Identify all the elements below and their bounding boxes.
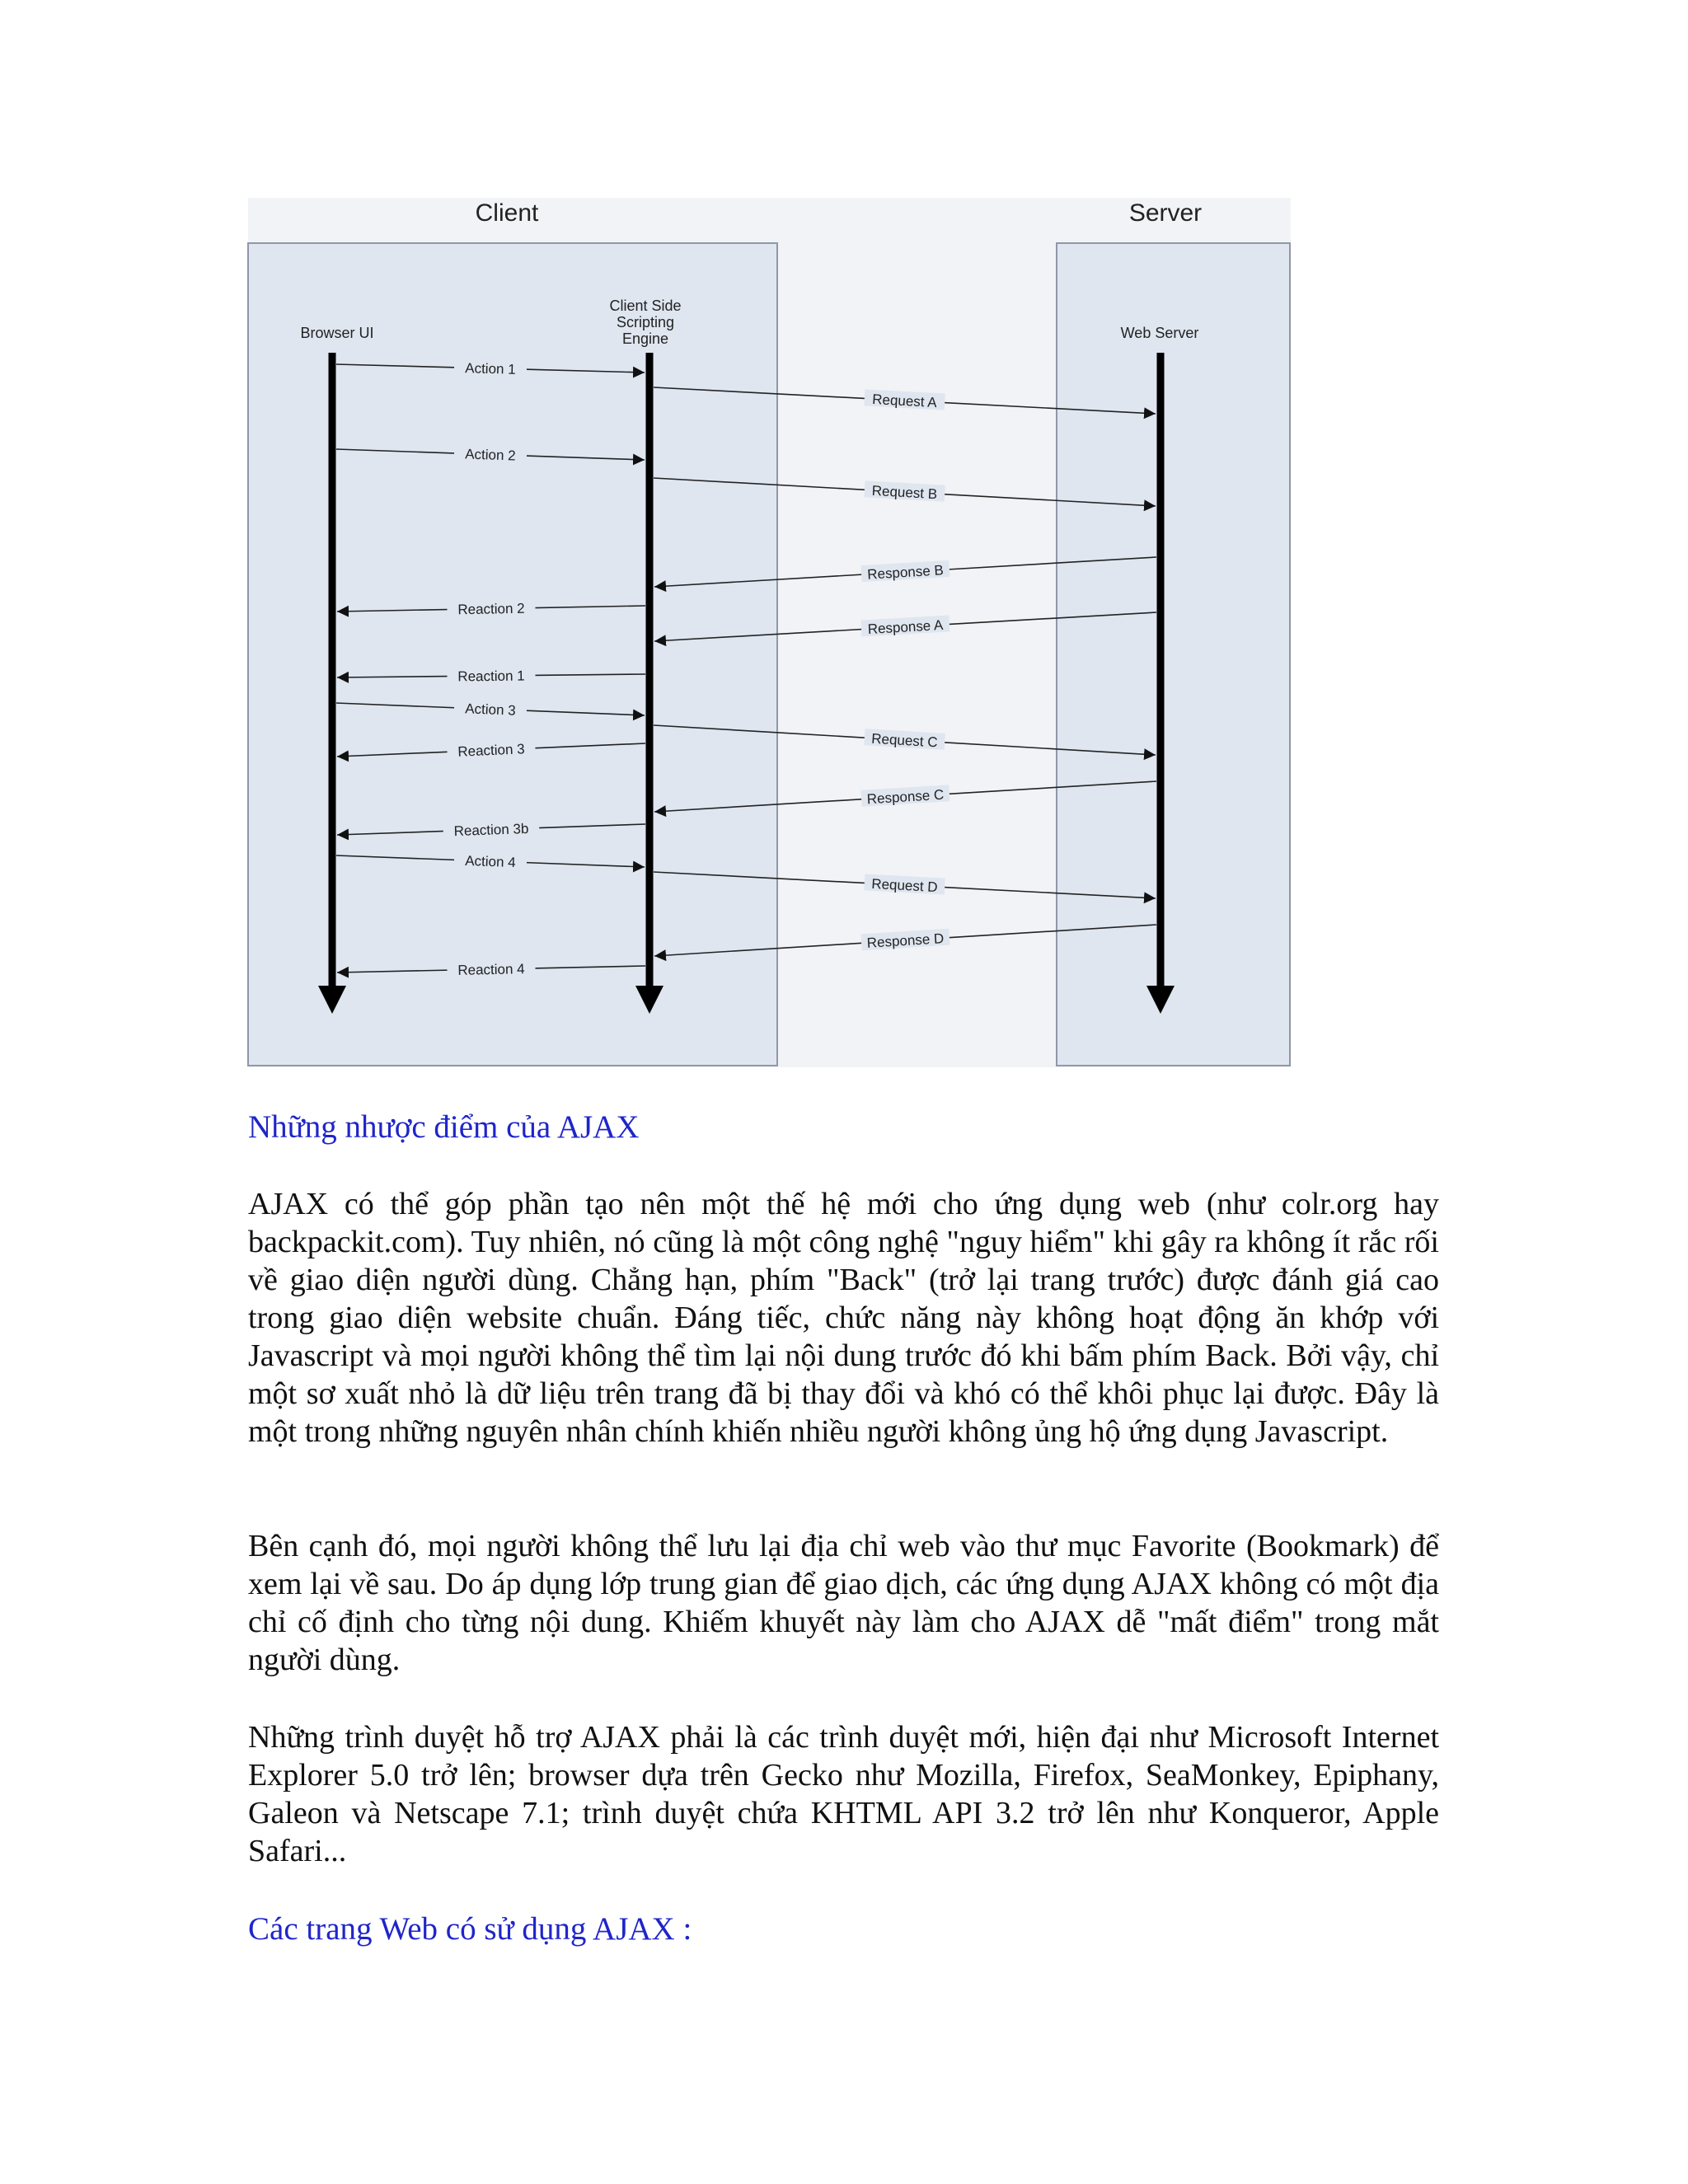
section-heading-disadvantages: Những nhược điểm của AJAX — [248, 1109, 640, 1145]
client-title: Client — [475, 199, 539, 227]
server-region — [1057, 243, 1290, 1066]
message-label-request-a: Request A — [871, 391, 938, 411]
engine-label-line3: Engine — [621, 330, 669, 347]
message-label-action-1: Action 1 — [465, 360, 516, 377]
section-heading-ajax-sites: Các trang Web có sử dụng AJAX : — [248, 1911, 692, 1947]
message-label-request-b: Request B — [871, 482, 938, 503]
web-server-label: Web Server — [1120, 325, 1199, 341]
message-label-response-d: Response D — [866, 930, 945, 951]
message-label-reaction-3: Reaction 3 — [457, 741, 526, 760]
message-label-request-c: Request C — [870, 730, 939, 751]
engine-label-line1: Client Side — [609, 298, 682, 314]
message-label-reaction-2: Reaction 2 — [457, 600, 525, 618]
message-label-reaction-3b: Reaction 3b — [453, 820, 529, 840]
paragraph-3: Những trình duyệt hỗ trợ AJAX phải là các trình duyệt mới, hiện đại như Microsoft Internet Explorer 5.0 trở lên; browser dựa trên Gecko như Mozilla, Firefox, SeaMonkey, Epiphany, Galeon và Netscape 7.1; trình duyệt chứa KHTML API 3.2 trở lên như Konqueror, Apple Safari... — [248, 1720, 1439, 1868]
engine-label-line2: Scripting — [616, 314, 675, 330]
message-label-response-a: Response A — [867, 616, 944, 638]
message-label-action-4: Action 4 — [464, 852, 517, 871]
server-title: Server — [1128, 199, 1203, 227]
paragraph-2: Bên cạnh đó, mọi người không thể lưu lại địa chỉ web vào thư mục Favorite (Bookmark) để xem lại về sau. Do áp dụng lớp trung gian để giao dịch, các ứng dụng AJAX không có một địa chỉ cố định cho từng nội dung. Khiếm khuyết này làm cho AJAX dễ "mất điểm" trong mắt người dùng. — [248, 1529, 1439, 1677]
message-label-request-d: Request D — [870, 875, 939, 896]
browser-ui-label: Browser UI — [300, 325, 374, 341]
message-label-action-2: Action 2 — [464, 446, 517, 464]
paragraph-1: AJAX có thể góp phần tạo nên một thế hệ mới cho ứng dụng web (như colr.org hay backpackit.com). Tuy nhiên, nó cũng là một công nghệ "nguy hiểm" khi gây ra không ít rắc rối về giao diện người dùng. Chẳng hạn, phím "Back" (trở lại trang trước) được đánh giá cao trong giao diện website chuẩn. Đáng tiếc, chức năng này không hoạt động ăn khớp với Javascript và mọi người không thể tìm lại nội dung trước đó khi bấm phím Back. Bởi vậy, chỉ một sơ xuất nhỏ là dữ liệu trên trang đã bị thay đổi và khó có thể khôi phục lại được. Đây là một trong những nguyên nhân chính khiến nhiều người không ủng hộ ứng dụng Javascript. — [248, 1187, 1439, 1449]
message-label-response-c: Response C — [866, 786, 945, 808]
message-label-reaction-4: Reaction 4 — [457, 961, 525, 978]
message-label-action-3: Action 3 — [464, 701, 517, 719]
sequence-diagram — [0, 0, 1688, 1088]
message-label-reaction-1: Reaction 1 — [457, 668, 525, 685]
message-label-response-b: Response B — [866, 562, 945, 583]
